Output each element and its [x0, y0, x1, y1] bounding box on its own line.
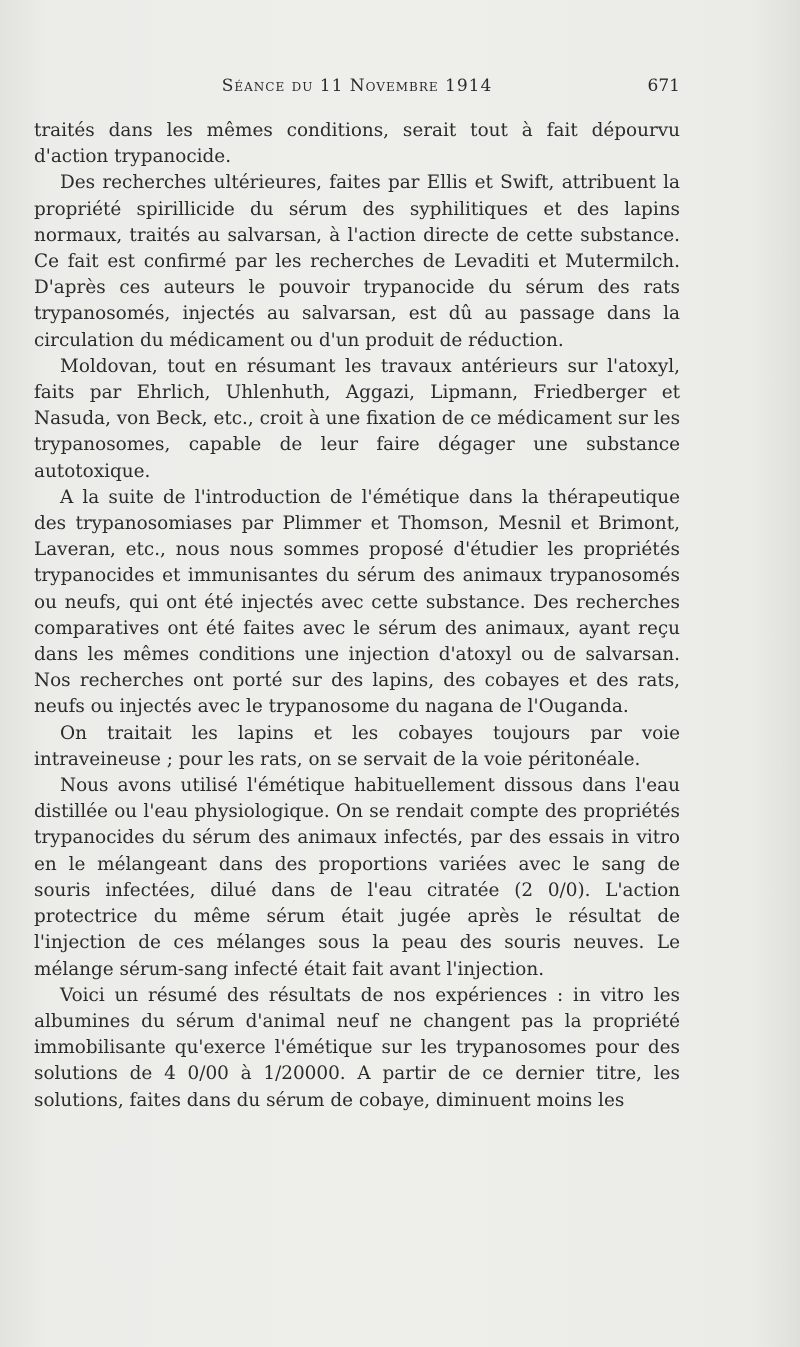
- paragraph-continued: traités dans les mêmes conditions, serait tout à fait dépourvu d'action trypanocide.: [34, 120, 680, 168]
- running-head: Séance du 11 Novembre 1914: [221, 76, 493, 96]
- page-header: [34, 76, 680, 102]
- paragraph-moldovan: Moldovan, tout en résumant les travaux antérieurs sur l'atoxyl, faits par Ehrlich, Uhlenhuth, Aggazi, Lipmann, Friedberger et Nasuda, von Beck, etc., croit à une fixation de ce médicament sur les trypanosomes, capable de leur faire dégager une substance autotoxique.: [34, 355, 681, 482]
- paragraph-methode-injection: On traitait les lapins et les cobayes toujours par voie intraveineuse ; pour les rats, on se servait de la voie péritonéale.: [34, 722, 680, 770]
- paragraph-resume-resultats: Voici un résumé des résultats de nos expériences : in vitro les albumines du sérum d'animal neuf ne changent pas la propriété immobilisante qu'exerce l'émétique sur les trypanosomes pour des solutions de 4 0/00 à 1/20000. A partir de ce dernier titre, les solutions, faites dans du sérum de cobaye, diminuent moins les: [34, 984, 680, 1111]
- paragraph-essais-in-vitro: Nous avons utilisé l'émétique habituellement dissous dans l'eau distillée ou l'eau physiologique. On se rendait compte des propriétés trypanocides du sérum des animaux infectés, par des essais in vitro en le mélangeant dans des proportions variées avec le sang de souris infectées, dilué dans de l'eau citratée (2 0/0). L'action protectrice du même sérum était jugée après le résultat de l'injection de ces mélanges sous la peau des souris neuves. Le mélange sérum-sang infecté était fait avant l'injection.: [34, 775, 680, 980]
- page-number: 671: [647, 76, 680, 96]
- paragraph-emetique-intro: A la suite de l'introduction de l'émétique dans la thérapeutique des trypanosomiases par Plimmer et Thomson, Mesnil et Brimont, Laveran, etc., nous nous sommes proposé d'étudier les propriétés trypanocides et immunisantes du sérum des animaux trypanosomés ou neufs, qui ont été injectés avec cette substance. Des recherches comparatives ont été faites avec le sérum des animaux, ayant reçu dans les mêmes conditions une injection d'atoxyl ou de salvarsan. Nos recherches ont porté sur des lapins, des cobayes et des rats, neufs ou injectés avec le trypanosome du nagana de l'Ouganda.: [34, 486, 680, 718]
- body-text: [34, 118, 680, 1114]
- paragraph-ellis-swift: Des recherches ultérieures, faites par Ellis et Swift, attribuent la propriété spirillicide du sérum des syphilitiques et des lapins normaux, traités au salvarsan, à l'action directe de cette substance. Ce fait est confirmé par les recherches de Levaditi et Mutermilch. D'après ces auteurs le pouvoir trypanocide du sérum des rats trypanosomés, injectés au salvarsan, est dû au passage dans la circulation du médicament ou d'un produit de réduction.: [34, 172, 680, 351]
